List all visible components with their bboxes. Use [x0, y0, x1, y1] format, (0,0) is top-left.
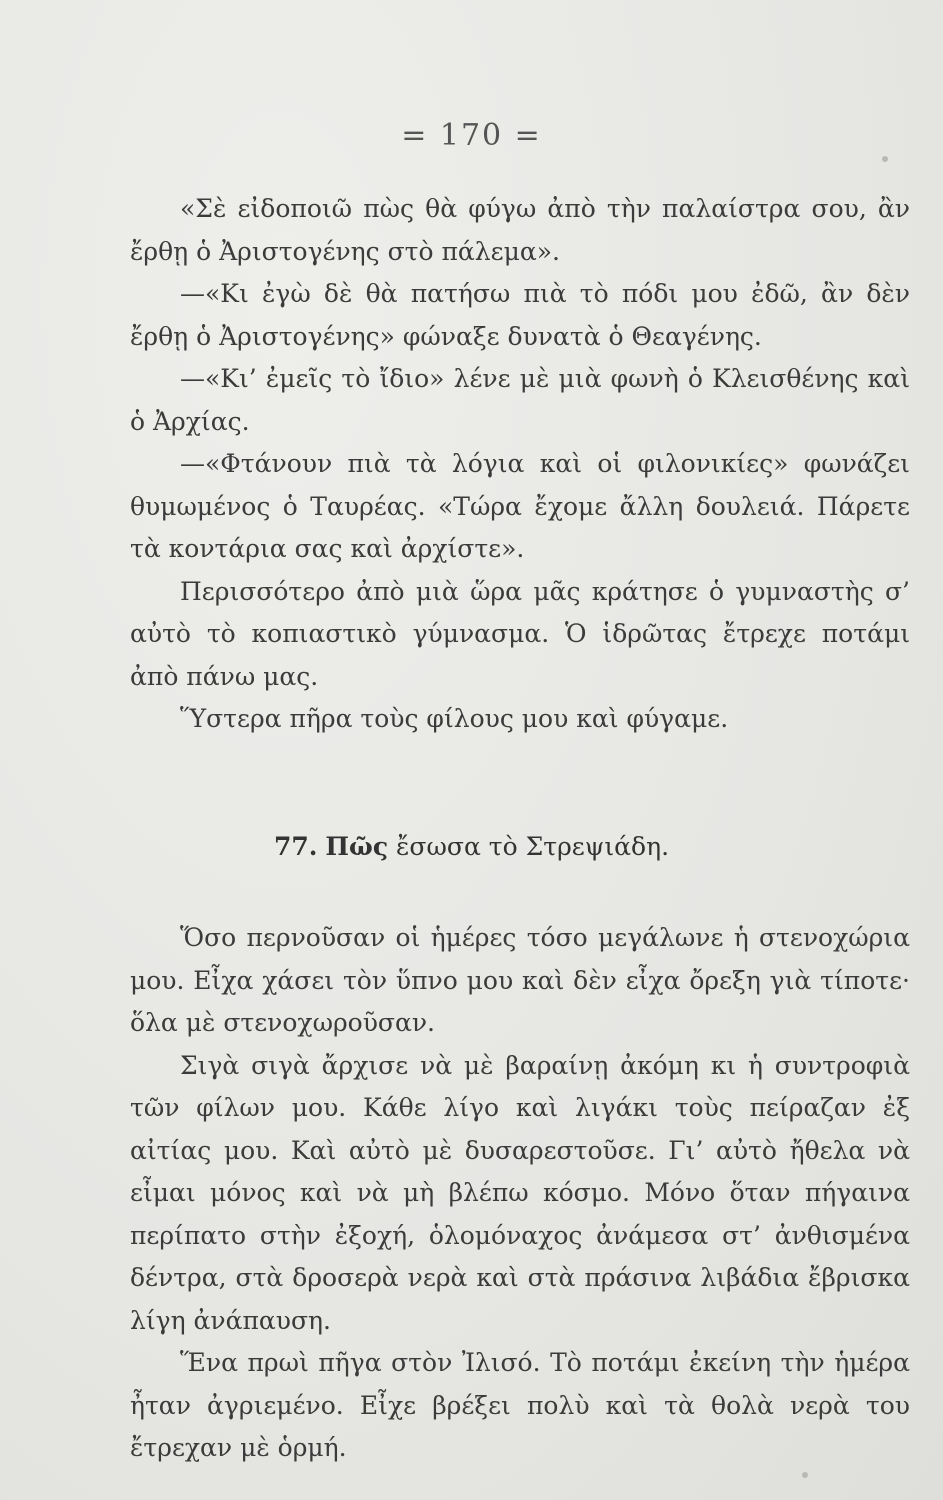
paragraph: Ὕστερα πῆρα τοὺς φίλους μου καὶ φύγαμε.	[180, 704, 729, 733]
chapter-title-bold: Πῶς	[325, 832, 389, 861]
paragraph: —«Φτάνουν πιὰ τὰ λόγια καὶ οἱ φιλονικίες» φωνάζει θυμωμένος ὁ Ταυρέας. «Τώρα ἔχομε ἄλλη δουλειά. Πάρετε τὰ κοντάρια σας καὶ ἀρχίστε».	[130, 449, 910, 563]
chapter-heading	[0, 832, 943, 861]
paragraph: Σιγὰ σιγὰ ἄρχισε νὰ μὲ βαραίνῃ ἀκόμη κι ἡ συντροφιὰ τῶν φίλων μου. Κάθε λίγο καὶ λιγάκι τοὺς πείραζαν ἐξ αἰτίας μου. Καὶ αὐτὸ μὲ δυσαρεστοῦσε. Γι’ αὐτὸ ἤθελα νὰ εἶμαι μόνος καὶ νὰ μὴ βλέπω κόσμο. Μόνο ὅταν πήγαινα περίπατο στὴν ἐξοχή, ὁλομόναχος ἀνάμεσα στ’ ἀνθισμένα δέντρα, στὰ δροσερὰ νερὰ καὶ στὰ πράσινα λιβάδια ἔβρισκα λίγη ἀνάπαυση.	[130, 1050, 910, 1335]
paragraph: —«Κι’ ἐμεῖς τὸ ἴδιο» λένε μὲ μιὰ φωνὴ ὁ Κλεισθένης καὶ ὁ Ἀρχίας.	[130, 364, 910, 436]
section-chapter-text	[130, 917, 910, 1470]
section-dialogue	[130, 188, 910, 741]
chapter-number: 77.	[273, 832, 318, 861]
paragraph: Ἕνα πρωὶ πῆγα στὸν Ἰλισό. Τὸ ποτάμι ἐκείνη τὴν ἡμέρα ἦταν ἀγριεμένο. Εἶχε βρέξει πολὺ καὶ τὰ θολὰ νερὰ του ἔτρεχαν μὲ ὁρμή.	[130, 1348, 910, 1462]
paragraph: Ὅσο περνοῦσαν οἱ ἡμέρες τόσο μεγάλωνε ἡ στενοχώρια μου. Εἶχα χάσει τὸν ὕπνο μου καὶ δὲν εἶχα ὄρεξη γιὰ τίποτε· ὅλα μὲ στενοχωροῦσαν.	[130, 923, 910, 1037]
page-number: = 170 =	[401, 118, 542, 153]
paragraph: «Σὲ εἰδοποιῶ πὼς θὰ φύγω ἀπὸ τὴν παλαίστρα σου, ἂν ἔρθῃ ὁ Ἀριστογένης στὸ πάλεμα».	[130, 194, 910, 266]
paper-speck	[802, 1472, 808, 1478]
paragraph: Περισσότερο ἀπὸ μιὰ ὥρα μᾶς κράτησε ὁ γυμναστὴς σ’ αὐτὸ τὸ κοπιαστικὸ γύμνασμα. Ὁ ἱδρῶτας ἔτρεχε ποτάμι ἀπὸ πάνω μας.	[130, 576, 910, 691]
chapter-title: ἔσωσα τὸ Στρεψιάδη.	[396, 832, 670, 861]
paper-speck	[882, 156, 888, 162]
paragraph: —«Κι ἐγὼ δὲ θὰ πατήσω πιὰ τὸ πόδι μου ἐδῶ, ἂν δὲν ἔρθῃ ὁ Ἀριστογένης» φώναξε δυνατὰ ὁ Θεαγένης.	[130, 279, 910, 351]
